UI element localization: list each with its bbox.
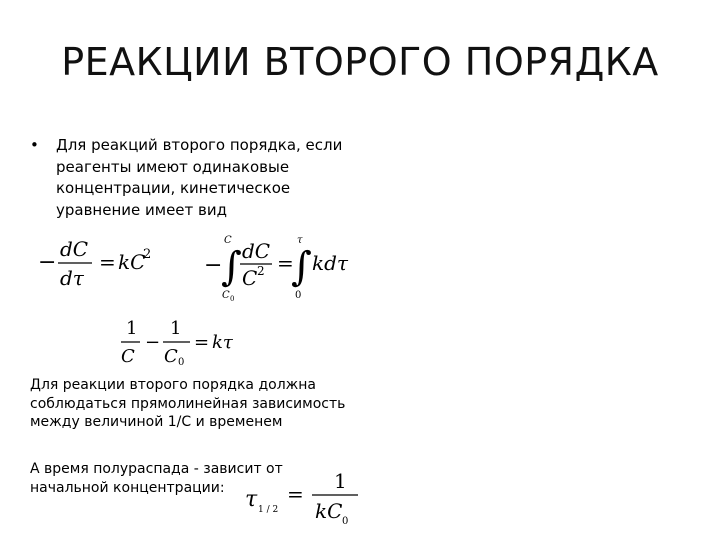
svg-text:1 / 2: 1 / 2	[258, 505, 279, 515]
svg-text:0: 0	[295, 290, 302, 301]
integrated-rate-equation	[118, 316, 248, 368]
bullet-marker: •	[30, 136, 39, 154]
svg-text:dC: dC	[242, 239, 271, 263]
svg-text:2: 2	[257, 264, 265, 278]
svg-text:=: =	[277, 251, 294, 275]
half-life-text: А время полураспада - зависит от начальной концентрации:	[30, 461, 283, 496]
svg-text:C: C	[222, 290, 230, 301]
svg-text:=: =	[99, 250, 116, 274]
svg-text:=: =	[287, 482, 304, 506]
rate-equation	[38, 236, 178, 296]
svg-text:0: 0	[230, 295, 235, 303]
svg-text:τ: τ	[297, 235, 303, 246]
svg-text:−: −	[204, 253, 223, 278]
svg-text:C: C	[164, 346, 178, 367]
page-title: РЕАКЦИИ ВТОРОГО ПОРЯДКА	[61, 40, 659, 84]
svg-text:kdτ: kdτ	[312, 251, 348, 275]
svg-text:1: 1	[170, 318, 182, 339]
svg-text:τ: τ	[245, 487, 258, 512]
bullet-text: Для реакций второго порядка, если реагенты имеют одинаковые концентрации, кинетическое уравнение имеет вид	[56, 136, 343, 219]
svg-text:C: C	[121, 346, 135, 367]
svg-text:0: 0	[342, 516, 349, 527]
svg-text:kC: kC	[118, 250, 146, 274]
bullet-item	[30, 135, 360, 221]
svg-text:∫: ∫	[291, 244, 312, 290]
svg-text:kτ: kτ	[212, 332, 233, 353]
svg-text:dτ: dτ	[60, 266, 84, 290]
svg-text:−: −	[38, 250, 57, 275]
svg-text:1: 1	[334, 469, 347, 493]
half-life-equation	[245, 466, 375, 528]
svg-text:kC: kC	[315, 499, 343, 523]
svg-text:dC: dC	[60, 237, 89, 261]
svg-text:∫: ∫	[221, 244, 242, 290]
linear-dependence-text: Для реакции второго порядка должна соблюдаться прямолинейная зависимость между величиной 1/С и временем	[30, 377, 346, 430]
svg-text:C: C	[224, 235, 232, 246]
svg-text:2: 2	[143, 247, 152, 262]
svg-text:0: 0	[178, 357, 185, 368]
integral-equation	[200, 232, 360, 304]
svg-text:−: −	[145, 332, 161, 353]
svg-text:1: 1	[126, 318, 138, 339]
svg-text:C: C	[242, 266, 258, 290]
svg-text:=: =	[194, 332, 210, 353]
